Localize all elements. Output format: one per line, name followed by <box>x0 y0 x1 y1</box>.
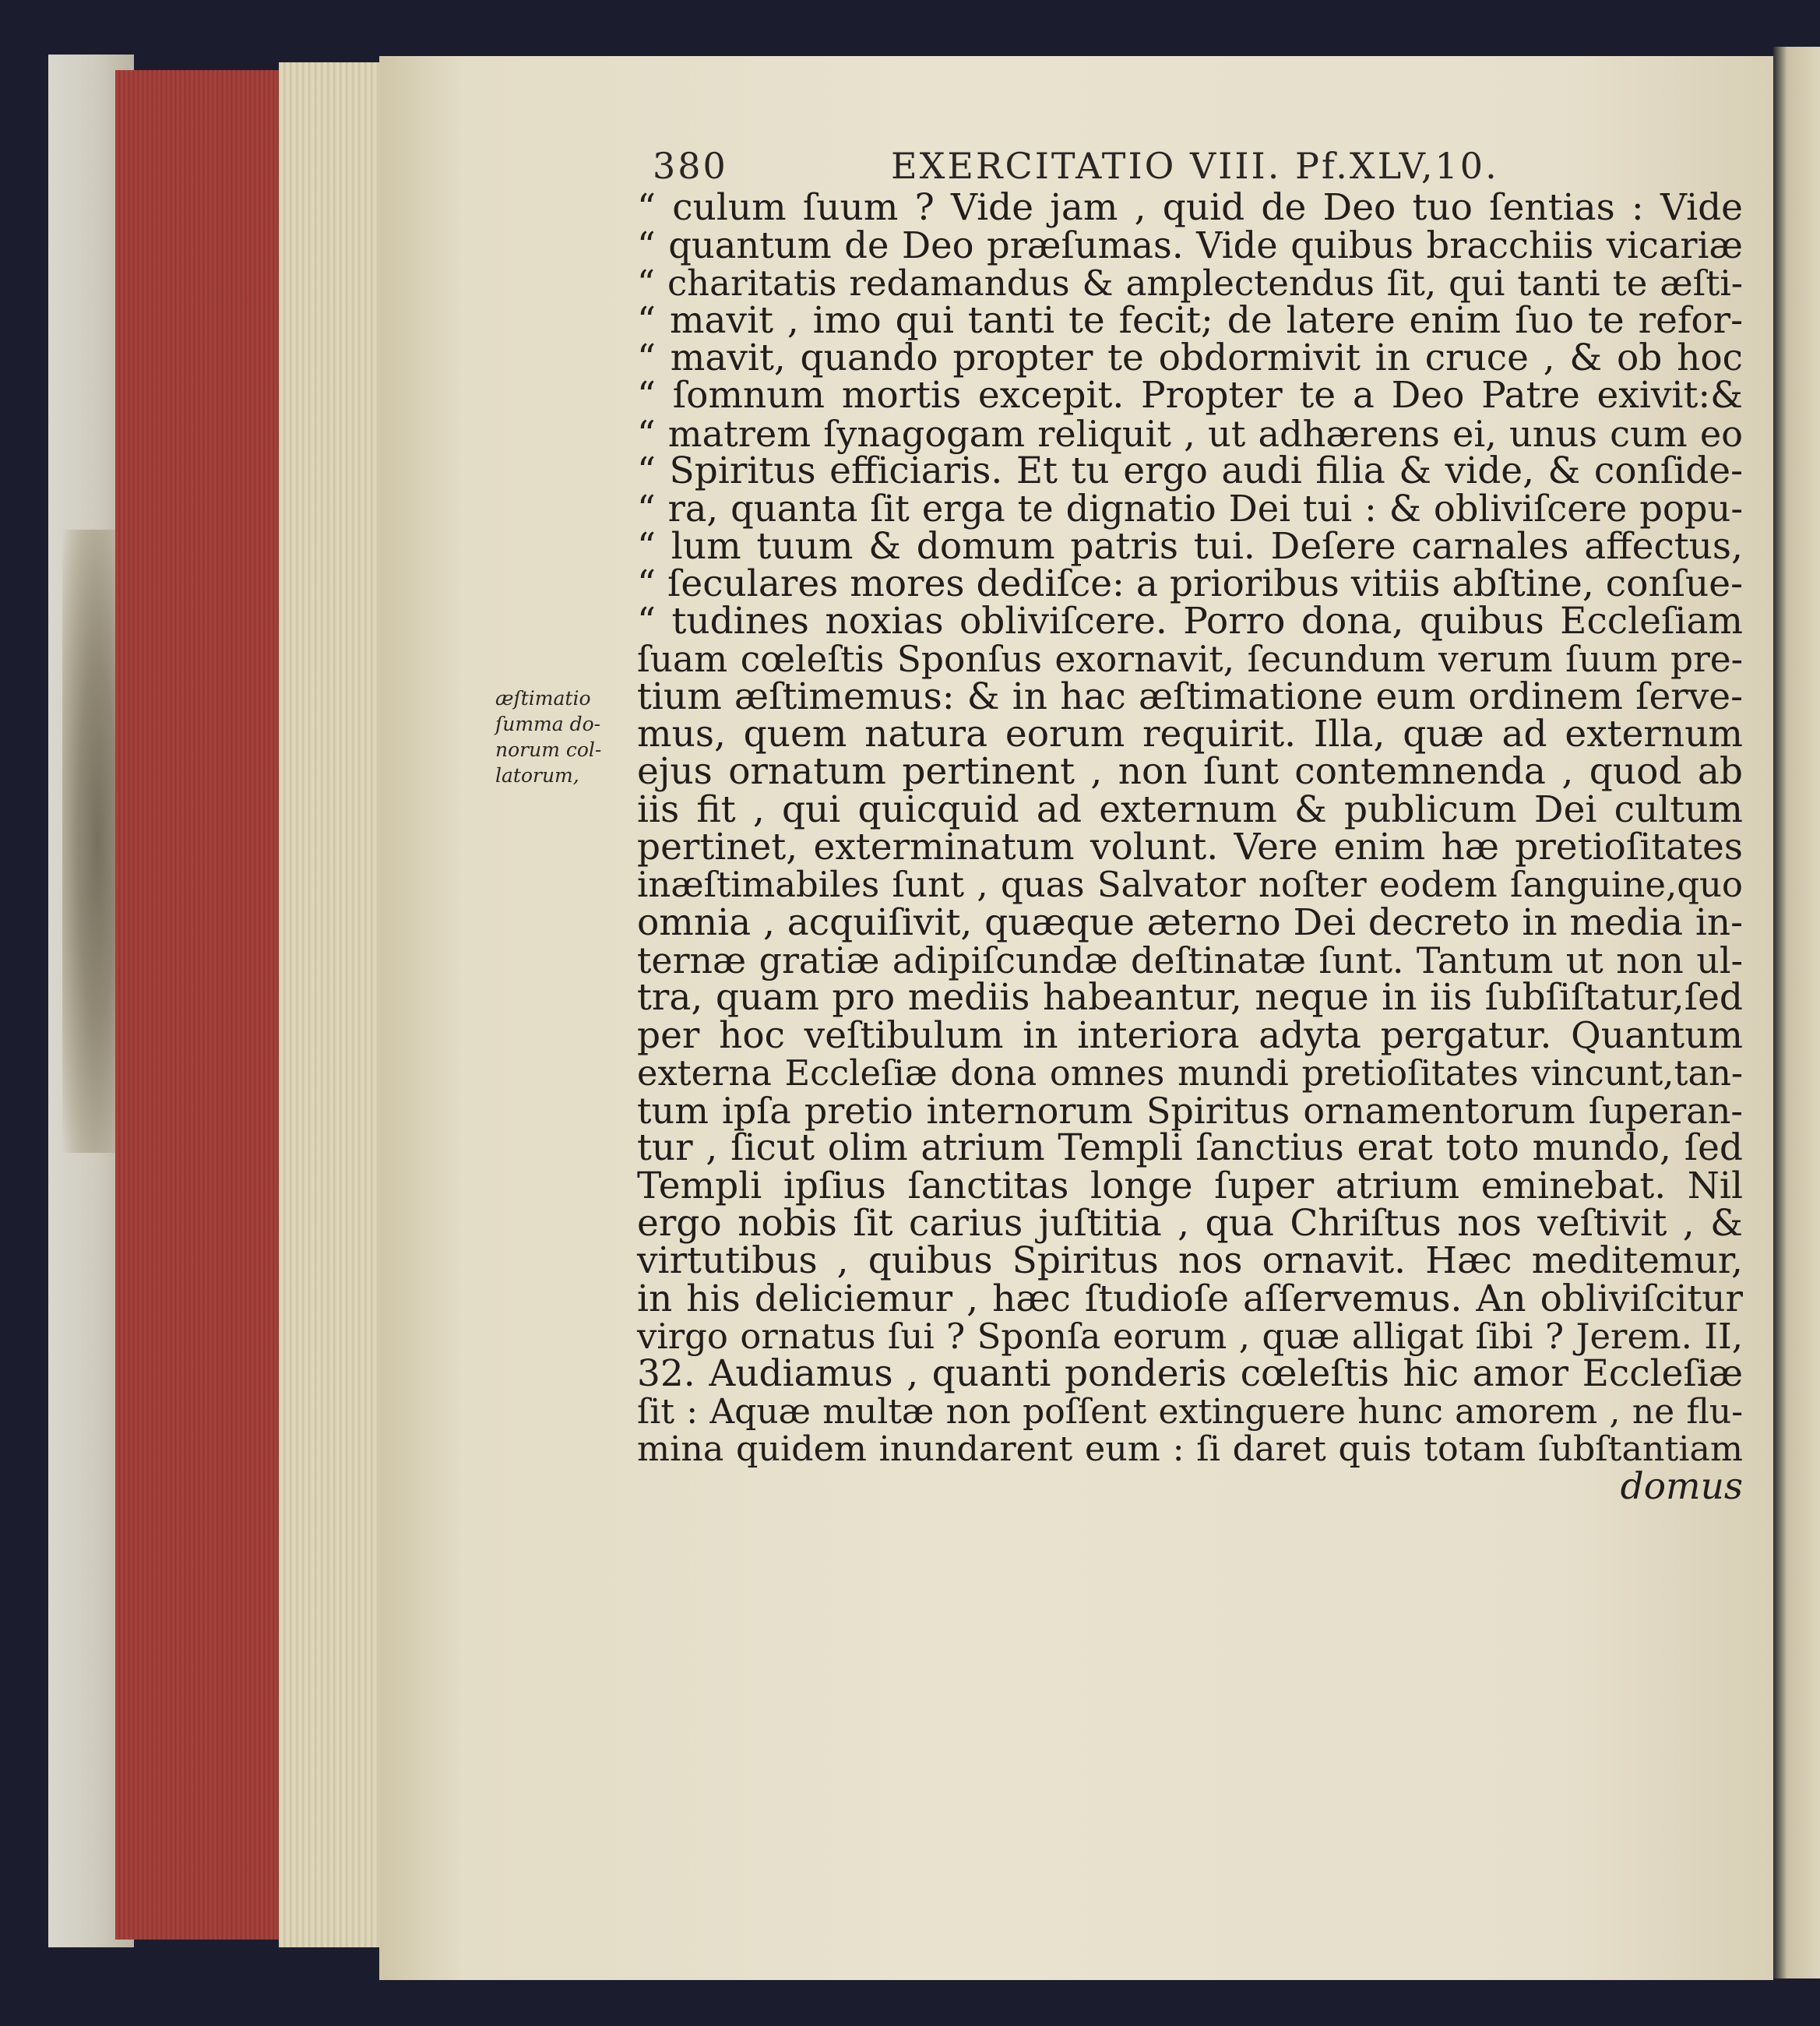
text-line: virtutibus , quibus Spiritus nos ornavit. Hæc meditemur, <box>637 1239 1743 1283</box>
text-line: ergo nobis ſit carius juſtitia , qua Chriſtus nos veſtivit , & <box>637 1202 1743 1246</box>
text-line: externa Eccleſiæ dona omnes mundi pretioſitates vincunt,tan- <box>637 1052 1743 1094</box>
text-line: “ Spiritus efficiaris. Et tu ergo audi filia & vide, & conſide- <box>637 449 1743 493</box>
text-line: “ mavit, quando propter te obdormivit in cruce , & ob hoc <box>637 336 1743 380</box>
page-block-edges <box>279 62 380 1947</box>
text-line: per hoc veſtibulum in interiora adyta pergatur. Quantum <box>637 1013 1743 1057</box>
text-line: 32. Audiamus , quanti ponderis cœleſtis hic amor Eccleſiæ <box>637 1352 1743 1396</box>
text-line: “ ſeculares mores dediſce: a prioribus vitiis abſtine, conſue- <box>637 562 1743 605</box>
page-number: 380 <box>653 145 728 187</box>
marginal-note <box>495 685 635 788</box>
marginal-note-line: æſtimatio <box>495 687 591 710</box>
text-line: mus, quem natura eorum requirit. Illa, quæ ad externum <box>637 713 1743 756</box>
text-line: ſit : Aquæ multæ non poſſent extinguere hunc amorem , ne flu- <box>637 1391 1743 1432</box>
text-line: “ lum tuum & domum patris tui. Deſere carnales affectus, <box>637 524 1743 568</box>
red-page-edges <box>115 70 281 1940</box>
running-header <box>653 145 1743 192</box>
text-line: iis fit , qui quicquid ad externum & publicum Dei cultum <box>637 787 1743 831</box>
text-line: tur , ſicut olim atrium Templi ſanctius erat toto mundo, ſed <box>637 1126 1743 1170</box>
marginal-note-line: norum col- <box>495 738 602 761</box>
text-line: ejus ornatum pertinent , non ſunt contemnenda , quod ab <box>637 750 1743 794</box>
text-line: mina quidem inundarent eum : ſi daret quis totam ſubſtantiam <box>637 1429 1743 1469</box>
text-line: Templi ipſius ſanctitas longe ſuper atrium eminebat. Nil <box>637 1164 1743 1207</box>
text-line: “ ra, quanta ſit erga te dignatio Dei tui : & obliviſcere popu- <box>637 488 1743 530</box>
text-line: “ culum ſuum ? Vide jam , quid de Deo tuo ſentias : Vide <box>637 186 1743 229</box>
marginal-note-line: ſumma do- <box>495 713 601 735</box>
catchword: domus <box>1620 1465 1743 1509</box>
text-line: ſuam cœleſtis Sponſus exornavit, ſecundum verum ſuum pre- <box>637 638 1743 680</box>
running-title: EXERCITATIO VIII. Pf.XLV,10. <box>891 145 1499 187</box>
text-line: in his deliciemur , hæc ſtudioſe aſſervemus. An obliviſcitur <box>637 1277 1743 1320</box>
text-line: tra, quam pro mediis habeantur, neque in iis ſubſiſtatur,ſed <box>637 976 1743 1020</box>
text-line: “ mavit , imo qui tanti te fecit; de latere enim ſuo te refor- <box>637 298 1743 342</box>
marginal-note-line: latorum, <box>495 764 579 787</box>
text-line: “ matrem ſynagogam reliquit , ut adhærens ei, unus cum eo <box>637 412 1743 455</box>
body-text <box>637 186 1743 1509</box>
text-line: tium æſtimemus: & in hac æſtimatione eum ordinem ſerve- <box>637 675 1743 718</box>
facing-page-edge <box>1773 47 1820 1978</box>
text-line: “ quantum de Deo præſumas. Vide quibus bracchiis vicariæ <box>637 224 1743 267</box>
text-line: inæſtimabiles ſunt , quas Salvator noſter eodem ſanguine,quo <box>637 864 1743 906</box>
text-line: ternæ gratiæ adipiſcundæ deſtinatæ ſunt. Tantum ut non ul- <box>637 939 1743 981</box>
text-line: tum ipſa pretio internorum Spiritus ornamentorum ſuperan- <box>637 1090 1743 1133</box>
text-line: “ charitatis redamandus & amplectendus ſit, qui tanti te æſti- <box>637 262 1743 304</box>
text-line: virgo ornatus ſui ? Sponſa eorum , quæ alligat ſibi ? Jerem. II, <box>637 1315 1743 1357</box>
text-line: omnia , acquiſivit, quæque æterno Dei decreto in media in- <box>637 900 1743 944</box>
text-line: “ tudines noxias obliviſcere. Porro dona, quibus Eccleſiam <box>637 600 1743 643</box>
text-line: pertinet, exterminatum volunt. Vere enim hæ pretioſitates <box>637 826 1743 869</box>
text-line: “ ſomnum mortis excepit. Propter te a Deo Patre exivit:& <box>637 374 1743 418</box>
